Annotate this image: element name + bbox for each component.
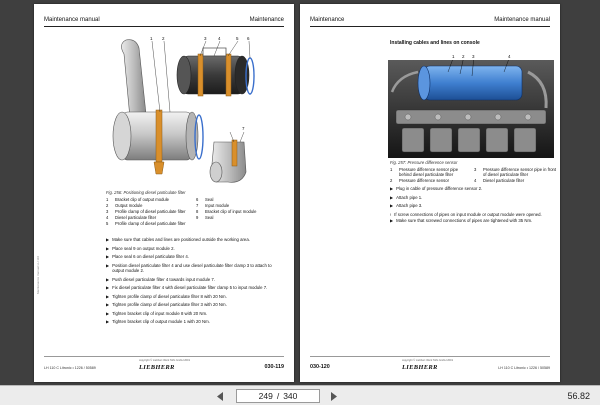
- instruction-steps: [390, 186, 554, 227]
- zoom-level[interactable]: 56.82: [567, 391, 590, 401]
- figure-legend: 1 Pressure difference sensor pipe behind diesel particulate filter 3 Pressure difference sensor pipe in front of diesel particulate filter 2 Pressure difference sensor 4 Diesel particulate filter: [390, 167, 557, 183]
- step-item: ▶ Tighten bracket clip of output module 1 with 20 Nm.: [106, 319, 210, 325]
- header-right: Maintenance manual: [494, 17, 550, 23]
- step-item: ▶ Place seal 9 on output module 2.: [106, 245, 175, 251]
- figure-legend: 1 Bracket clip of output module 6 Seal 2 Output module 7 Input module 3 Profile clamp of diesel particulate filter 8 Bracket clip of input module 4 Diesel particulate filter 9 Seal 5 Profile clamp of diesel particulate filter: [106, 197, 257, 226]
- page-number-field[interactable]: [236, 389, 320, 403]
- step-item: ▶ Place seal 6 on diesel particulate filter 4.: [106, 254, 189, 260]
- callout-4: 4: [508, 54, 511, 59]
- total-pages: 340: [283, 391, 298, 401]
- step-item: ▶ Fix diesel particulate filter 4 with diesel particulate filter clamp 5 to input module 7.: [106, 285, 268, 291]
- page-header: [310, 17, 550, 27]
- page-footer: [310, 356, 550, 372]
- next-icon: [330, 392, 338, 401]
- header-left: Maintenance manual: [44, 17, 100, 23]
- step-item: ▶ Push diesel particulate filter 4 towards input module 7.: [106, 276, 216, 282]
- step-item: ▶ Attach pipe 1.: [390, 194, 423, 200]
- callout-5: 5: [236, 36, 239, 41]
- prev-page-button[interactable]: [212, 389, 228, 403]
- figure-caption: Fig. 256: Positioning diesel particulate filter: [106, 190, 186, 195]
- callout-7: 7: [242, 126, 245, 131]
- footer-copyright: copyright © Liebherr-Werk Telfs GmbH 2019: [139, 359, 190, 362]
- viewer-toolbar: [0, 385, 600, 405]
- step-item: ▶ Plug in cable of pressure difference sensor 2.: [390, 186, 483, 191]
- step-item: ▶ Make sure that screwed connections of pipes are tightened with 35 Nm.: [390, 218, 533, 223]
- page-number: 030-120: [310, 364, 330, 370]
- pressure-sensor-figure: [388, 52, 554, 158]
- current-page[interactable]: 249: [258, 391, 273, 401]
- page-030-119: [34, 4, 294, 382]
- step-item: ▶ Make sure that cables and lines are positioned outside the working area.: [106, 237, 250, 242]
- callout-3: 3: [204, 36, 207, 41]
- callout-1: 1: [452, 54, 455, 59]
- header-left: Maintenance: [310, 17, 345, 23]
- page-030-120: [300, 4, 560, 382]
- page-separator: /: [276, 391, 280, 401]
- page-footer: [44, 356, 284, 372]
- callout-6: 6: [247, 36, 250, 41]
- callout-2: 2: [162, 36, 165, 41]
- step-item: ▶ Tighten profile clamp of diesel particulate filter 3 with 20 Nm.: [106, 302, 227, 308]
- next-page-button[interactable]: [326, 389, 342, 403]
- instruction-steps: [106, 237, 284, 328]
- liebherr-logo: LIEBHERR: [402, 364, 438, 371]
- prev-icon: [216, 392, 224, 401]
- section-title: Installing cables and lines on console: [390, 40, 480, 46]
- side-margin-text: Maintenance manual LH 110: [36, 255, 40, 294]
- step-item: ▶ Tighten bracket clip of input module 8 with 20 Nm.: [106, 310, 208, 316]
- page-header: [44, 17, 284, 27]
- liebherr-logo: LIEBHERR: [139, 364, 175, 371]
- step-item: ▶ Tighten profile clamp of diesel particulate filter 8 with 20 Nm.: [106, 293, 227, 299]
- header-right: Maintenance: [249, 17, 284, 23]
- callout-2: 2: [462, 54, 465, 59]
- footer-model: LH 110 C Litronic • 1226 / 50589: [44, 366, 96, 370]
- step-item: ! If screw connections of pipes on input module or output module were opened.: [390, 211, 542, 217]
- figure-caption: Fig. 257: Pressure difference sensor: [390, 160, 458, 165]
- step-item: ▶ Position diesel particulate filter 4 and use diesel particulate filter clamp 3 to attach to output module 2.: [106, 262, 272, 273]
- callout-3: 3: [472, 54, 475, 59]
- callout-4: 4: [218, 36, 221, 41]
- dpf-assembly-figure: [104, 34, 264, 189]
- step-item: ▶ Attach pipe 3.: [390, 203, 423, 209]
- callout-1: 1: [150, 36, 153, 41]
- footer-copyright: copyright © Liebherr-Werk Telfs GmbH 2019: [402, 359, 453, 362]
- footer-model: LH 110 C Litronic • 1226 / 50589: [498, 366, 550, 370]
- page-number: 030-119: [264, 364, 284, 370]
